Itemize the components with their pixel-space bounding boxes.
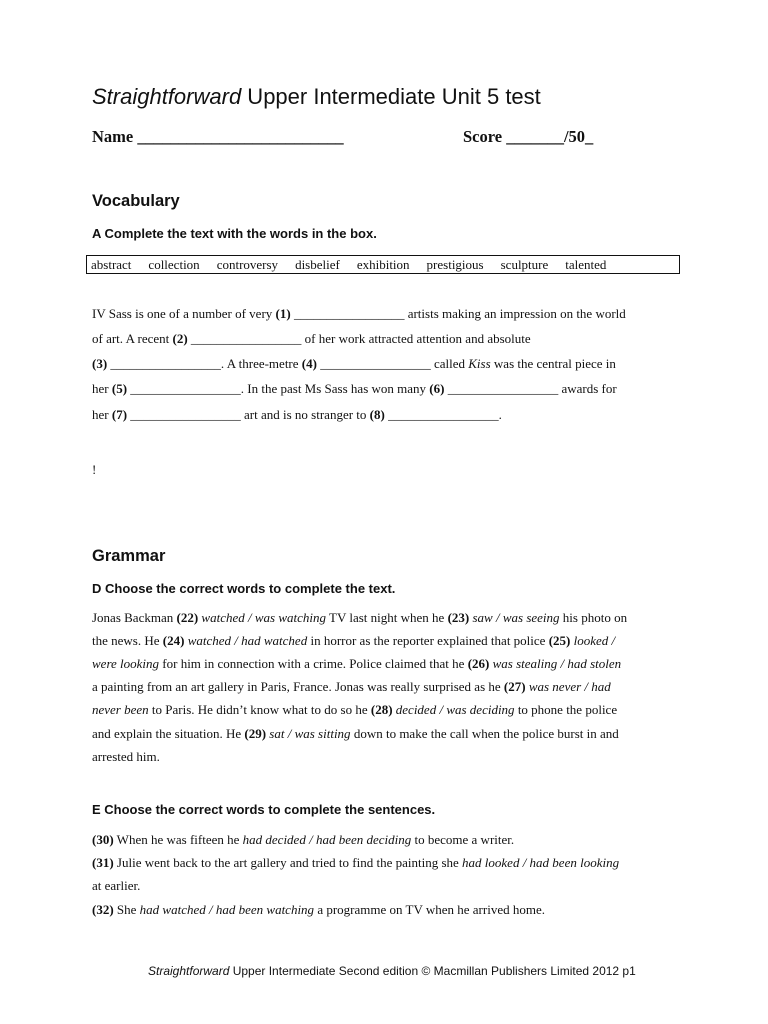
word-box-item: prestigious (426, 256, 484, 272)
text: a painting from an art gallery in Paris, France. Jonas was really surprised as he (92, 679, 504, 694)
grammar-e-instruction: E Choose the correct words to complete the sentences. (92, 802, 436, 817)
text: Jonas Backman (92, 610, 177, 625)
gap-number: (23) (447, 610, 470, 625)
word-box-item: talented (565, 256, 607, 272)
gap-number: (22) (176, 610, 199, 625)
text: a programme on TV when he arrived home. (314, 902, 545, 917)
text: _________________ of her work attracted attention and absolute (187, 331, 531, 346)
sentence-item (92, 902, 545, 918)
grammar-text-line (92, 610, 627, 626)
grammar-text-line: arrested him. (92, 749, 160, 764)
text: was the central piece in (490, 356, 616, 371)
choice-options: sat / was sitting (266, 726, 351, 741)
gap-number: (25) (548, 633, 571, 648)
text: to become a writer. (411, 832, 515, 847)
gap-number: (7) (111, 407, 128, 422)
vocab-text-line (92, 306, 626, 322)
text: to Paris. He didn’t know what to do so he (148, 702, 371, 717)
text: She (113, 902, 140, 917)
word-box-item: abstract (91, 256, 132, 272)
text: _________________. A three-metre (107, 356, 302, 371)
text: Julie went back to the art gallery and tried to find the painting she (113, 855, 463, 870)
text: down to make the call when the police burst in and (350, 726, 619, 741)
text: When he was fifteen he (113, 832, 243, 847)
text-italic: Kiss (468, 356, 491, 371)
grammar-text-line (92, 702, 617, 718)
text: IV Sass is one of a number of very (92, 306, 276, 321)
grammar-text-line (92, 679, 611, 695)
footer-text: Upper Intermediate Second edition © Macmillan Publishers Limited 2012 p1 (229, 964, 636, 978)
word-box-item: collection (148, 256, 200, 272)
stray-mark: ! (92, 462, 97, 477)
gap-number: (24) (162, 633, 185, 648)
text: _________________ art and is no stranger to (127, 407, 370, 422)
grammar-text-line (92, 633, 615, 649)
sentence-item (92, 832, 514, 848)
gap-number: (3) (92, 356, 108, 371)
choice-options: watched / was watching (198, 610, 326, 625)
text: _________________. In the past Ms Sass has won many (127, 381, 430, 396)
choice-options: had decided / had been deciding (242, 832, 412, 847)
vocabulary-instruction: A Complete the text with the words in the box. (92, 226, 377, 241)
vocab-text-line (92, 331, 531, 347)
name-field-label: Name _________________________ (92, 127, 344, 146)
grammar-heading: Grammar (92, 547, 166, 565)
sentence-item (92, 855, 619, 871)
gap-number: (31) (92, 855, 114, 870)
vocab-text-line (92, 407, 502, 423)
choice-options: had watched / had been watching (139, 902, 315, 917)
gap-number: (32) (92, 902, 114, 917)
gap-number: (8) (369, 407, 385, 422)
text: for him in connection with a crime. Police claimed that he (159, 656, 468, 671)
title-rest: Upper Intermediate Unit 5 test (241, 84, 541, 109)
choice-options: decided / was deciding (392, 702, 515, 717)
gap-number: (30) (92, 832, 114, 847)
choice-options: saw / was seeing (469, 610, 560, 625)
text: her (92, 381, 112, 396)
grammar-d-instruction: D Choose the correct words to complete the text. (92, 581, 396, 596)
text: TV last night when he (326, 610, 448, 625)
text: _________________. (384, 407, 502, 422)
choice-options: was stealing / had stolen (489, 656, 622, 671)
gap-number: (1) (275, 306, 291, 321)
word-box (86, 255, 680, 274)
title-italic: Straightforward (92, 84, 242, 109)
choice-options: were looking (92, 656, 160, 671)
word-box-item: disbelief (295, 256, 340, 272)
gap-number: (27) (503, 679, 526, 694)
page-title (92, 84, 541, 110)
text: her (92, 407, 112, 422)
score-field-label: Score _______/50_ (463, 127, 594, 146)
text: in horror as the reporter explained that police (307, 633, 549, 648)
vocab-text-line (92, 356, 616, 372)
grammar-text-line (92, 656, 621, 672)
gap-number: (5) (111, 381, 128, 396)
word-box-item: sculpture (500, 256, 549, 272)
choice-options: looked / (570, 633, 616, 648)
choice-options: had looked / had been looking (462, 855, 620, 870)
grammar-text-line (92, 726, 619, 742)
sentence-continuation: at earlier. (92, 878, 141, 893)
word-box-item: controversy (216, 256, 279, 272)
text: _________________ called (316, 356, 469, 371)
text: to phone the police (514, 702, 618, 717)
text: the news. He (92, 633, 163, 648)
text: his photo on (559, 610, 628, 625)
text: of art. A recent (92, 331, 173, 346)
choice-options: never been (92, 702, 149, 717)
gap-number: (4) (301, 356, 317, 371)
gap-number: (6) (429, 381, 445, 396)
footer-italic: Straightforward (148, 964, 230, 978)
choice-options: watched / had watched (184, 633, 308, 648)
vocabulary-heading: Vocabulary (92, 192, 180, 210)
gap-number: (28) (370, 702, 393, 717)
text: _________________ artists making an impression on the world (290, 306, 626, 321)
word-box-item: exhibition (356, 256, 410, 272)
vocab-text-line (92, 381, 617, 397)
page-footer (148, 964, 636, 978)
text: _________________ awards for (444, 381, 617, 396)
gap-number: (26) (467, 656, 490, 671)
choice-options: was never / had (525, 679, 611, 694)
gap-number: (29) (244, 726, 267, 741)
text: and explain the situation. He (92, 726, 245, 741)
gap-number: (2) (172, 331, 188, 346)
